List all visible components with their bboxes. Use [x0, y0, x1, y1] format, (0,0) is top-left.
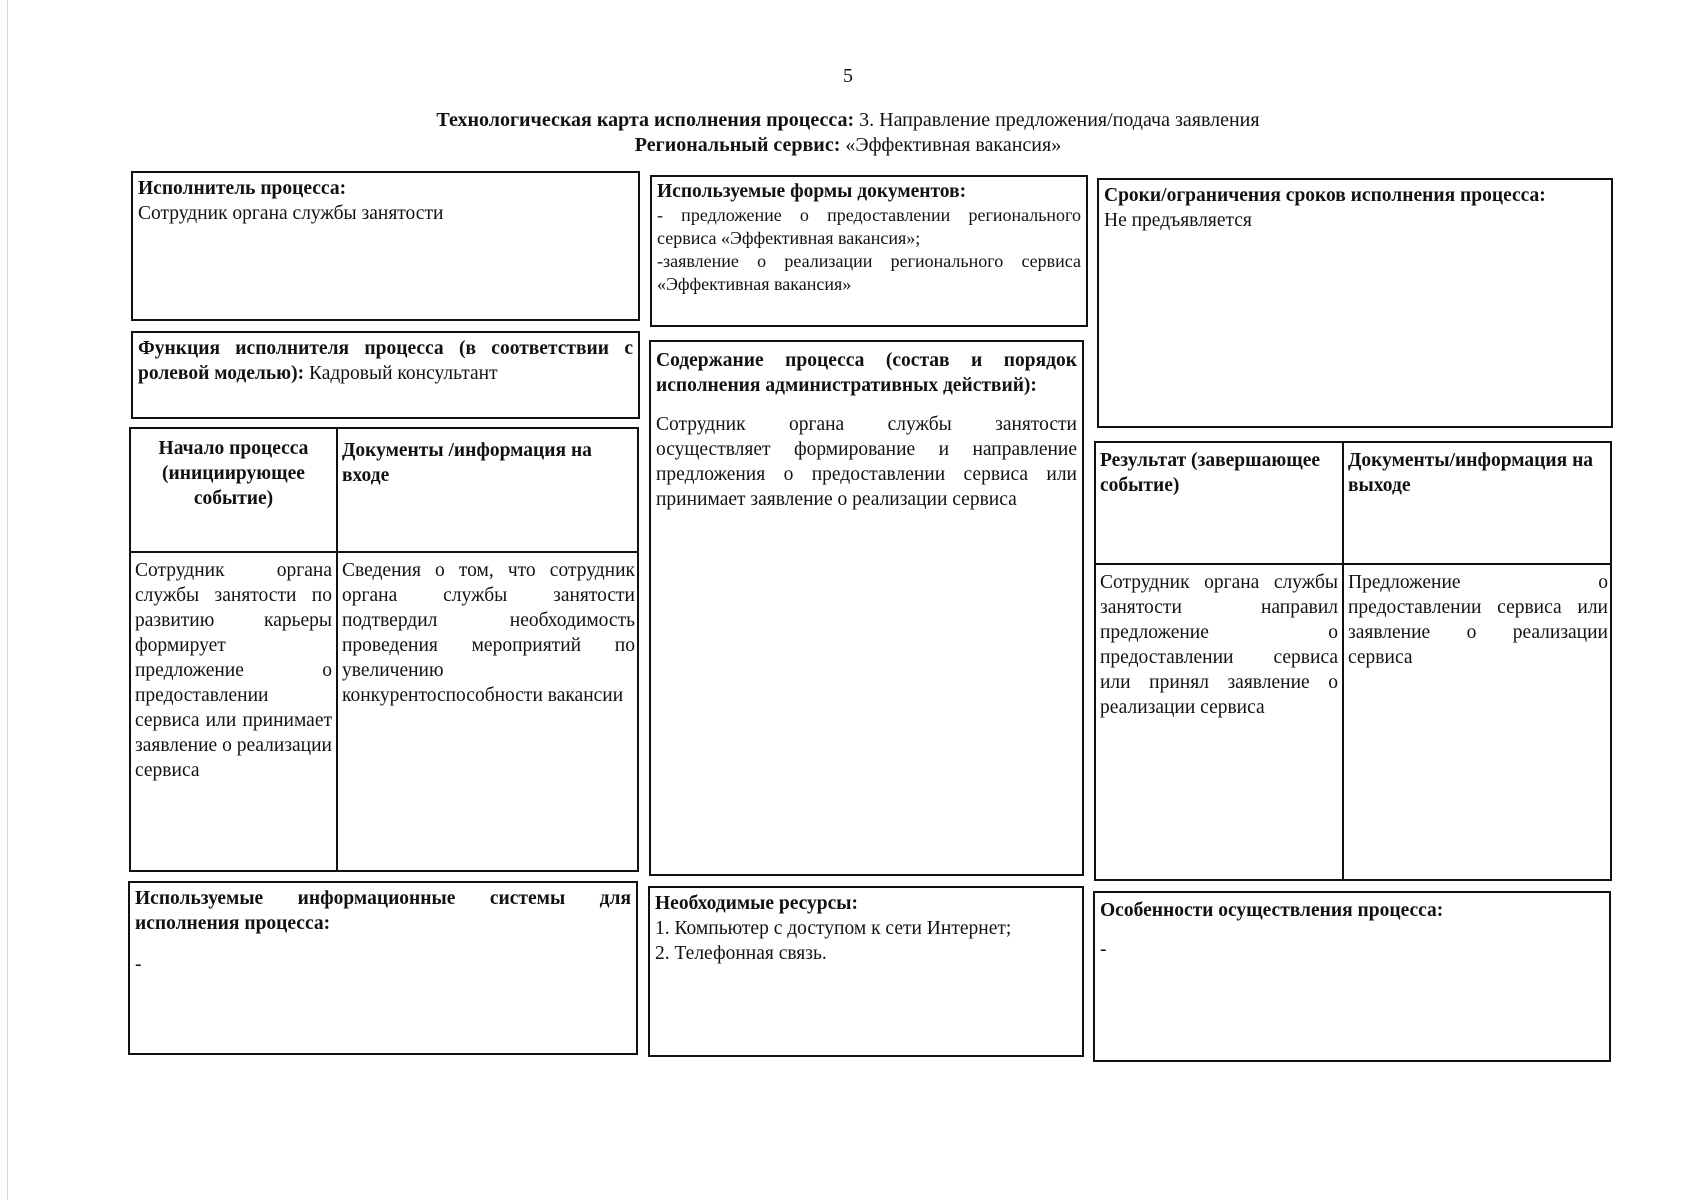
start-table-header-rule — [131, 551, 639, 553]
result-table — [1094, 441, 1612, 881]
forms-item-2: -заявление о реализации регионального сервиса «Эффективная вакансия» — [657, 251, 1081, 294]
function-heading: Функция исполнителя процесса (в соответствии с ролевой моделью): — [138, 338, 633, 384]
scan-edge-line — [7, 0, 8, 1200]
forms-item-1: - предложение о предоставлении регионального сервиса «Эффективная вакансия»; — [657, 205, 1081, 248]
features-heading: Особенности осуществления процесса: — [1100, 900, 1444, 921]
docs-out-heading: Документы/информация на выходе — [1348, 450, 1594, 496]
systems-text: - — [135, 954, 142, 975]
systems-heading: Используемые информационные системы для исполнения процесса: — [135, 888, 631, 934]
systems-box — [128, 881, 638, 1055]
function-text: Кадровый консультант — [304, 363, 498, 384]
result-text: Сотрудник органа службы занятости направил предложение о предоставлении сервиса или принял заявление о реализации сервиса — [1100, 572, 1338, 718]
deadlines-text: Не предъявляется — [1104, 210, 1252, 231]
executor-box — [131, 171, 640, 321]
resources-item-1: 1. Компьютер с доступом к сети Интернет; — [655, 918, 1012, 939]
subtitle-label: Региональный сервис: — [634, 134, 841, 156]
forms-heading: Используемые формы документов: — [657, 181, 967, 202]
features-text: - — [1100, 939, 1107, 960]
page-number: 5 — [843, 65, 853, 87]
document-title — [0, 107, 1696, 133]
result-heading: Результат (завершающее событие) — [1100, 450, 1321, 496]
executor-text: Сотрудник органа службы занятости — [138, 203, 444, 224]
content-box — [649, 340, 1084, 876]
features-box — [1093, 891, 1611, 1062]
start-text: Сотрудник органа службы занятости по развитию карьеры формирует предложение о предоставлении сервиса или принимает заявление о реализации сервиса — [135, 560, 332, 781]
subtitle-service: «Эффективная вакансия» — [840, 134, 1062, 156]
content-heading: Содержание процесса (состав и порядок исполнения административных действий): — [656, 350, 1077, 396]
start-table — [129, 427, 639, 872]
resources-item-2: 2. Телефонная связь. — [655, 943, 827, 964]
content-text: Сотрудник органа службы занятости осуществляет формирование и направление предложения о предоставлении сервиса или принимает заявление о реализации сервиса — [656, 414, 1077, 510]
docs-in-heading: Документы /информация на входе — [342, 440, 592, 486]
forms-box — [650, 175, 1088, 327]
docs-in-text: Сведения о том, что сотрудник органа службы занятости подтвердил необходимость проведения мероприятий по увеличению конкурентоспособности вакансии — [342, 560, 635, 706]
executor-heading: Исполнитель процесса: — [138, 178, 347, 199]
function-box — [131, 331, 640, 419]
docs-out-text: Предложение о предоставлении сервиса или заявление о реализации сервиса — [1348, 572, 1608, 668]
title-process: 3. Направление предложения/подача заявления — [854, 109, 1260, 131]
start-heading: Начало процесса (инициирующее событие) — [158, 438, 309, 509]
deadlines-heading: Сроки/ограничения сроков исполнения процесса: — [1104, 185, 1546, 206]
document-subtitle — [0, 132, 1696, 158]
title-label: Технологическая карта исполнения процесса: — [436, 109, 855, 131]
result-table-header-rule — [1096, 563, 1612, 565]
deadlines-box — [1097, 178, 1613, 428]
resources-heading: Необходимые ресурсы: — [655, 893, 859, 914]
resources-box — [648, 886, 1084, 1057]
